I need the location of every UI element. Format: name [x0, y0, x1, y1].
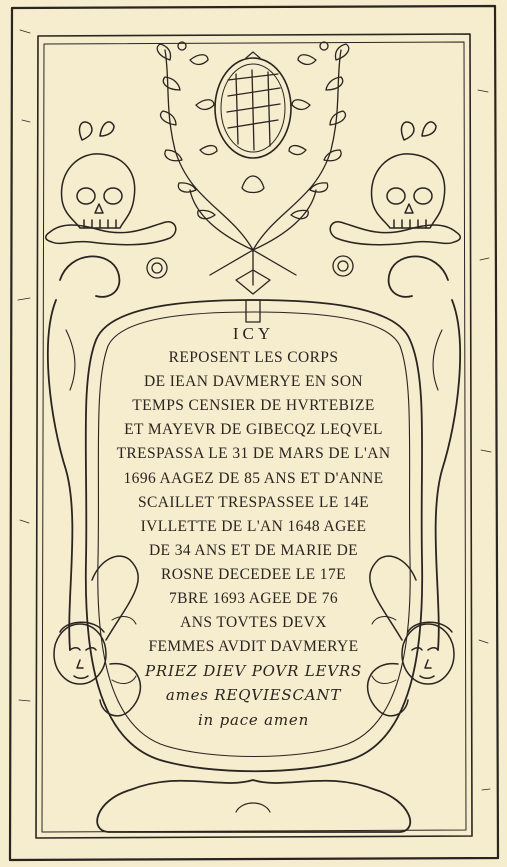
epitaph-line: TEMPS CENSIER DE HVRTEBIZE — [132, 397, 375, 415]
epitaph-line: PRIEZ DIEV POVR LEVRS — [144, 662, 363, 681]
epitaph-line: in pace amen — [197, 710, 310, 729]
epitaph-line: FEMMES AVDIT DAVMERYE — [148, 638, 359, 656]
epitaph-line: 7BRE 1693 AGEE DE 76 — [168, 590, 339, 608]
epitaph-line: ANS TOVTES DEVX — [180, 614, 327, 632]
epitaph-line: TRESPASSA LE 31 DE MARS DE L'AN — [116, 445, 391, 463]
epitaph-line: ROSNE DECEDEE LE 17E — [161, 565, 346, 583]
epitaph-line: SCAILLET TRESPASSEE LE 14E — [137, 493, 370, 511]
skull-icon — [62, 154, 445, 228]
rose-icon — [147, 256, 353, 278]
epitaph-line: 1696 AAGEZ DE 85 ANS ET D'ANNE — [123, 469, 384, 487]
epitaph-line: IVLLETTE DE L'AN 1648 AGEE — [140, 517, 367, 535]
epitaph-line: REPOSENT LES CORPS — [168, 349, 339, 367]
epitaph-line: DE IEAN DAVMERYE EN SON — [143, 373, 364, 391]
laurel-icon — [157, 42, 349, 285]
epitaph-line: ET MAYEVR DE GIBECQZ LEQVEL — [124, 421, 383, 439]
epitaph-inscription — [100, 322, 407, 732]
epitaph-line: DE 34 ANS ET DE MARIE DE — [148, 541, 359, 559]
epitaph-line: ICY — [232, 324, 275, 343]
coat-of-arms-icon — [215, 52, 291, 158]
epitaph-line: ames REQVIESCANT — [165, 686, 342, 705]
